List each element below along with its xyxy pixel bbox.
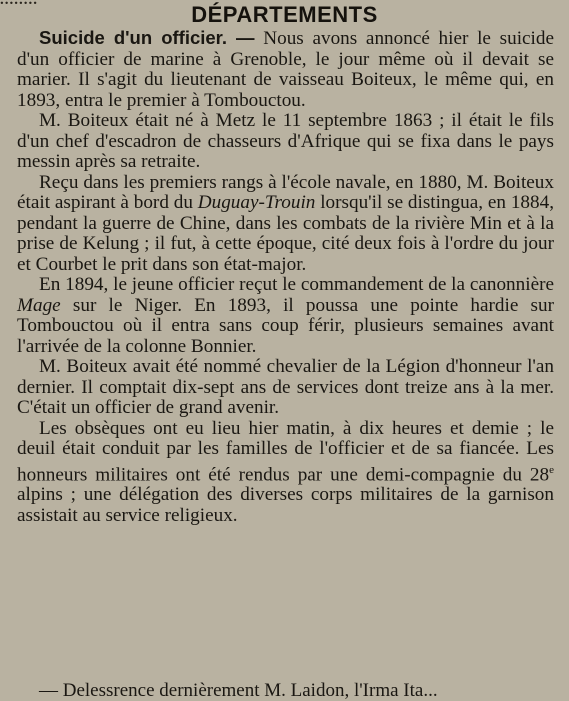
paragraph-4-text-a: En 1894, le jeune officier reçut le commandement de la canonnière xyxy=(39,274,554,295)
paragraph-3-text-a: Reçu dans les premiers rangs à l'école navale, en 1880, M. Boiteux était aspirant à bord du xyxy=(17,171,554,213)
article-title: Suicide d'un officier. — xyxy=(39,27,255,48)
section-heading: DÉPARTEMENTS xyxy=(191,2,378,27)
paragraph-6-text-a: Les obsèques ont eu lieu hier matin, à dix heures et demie ; le deuil était conduit par les familles de l'officier et de sa fiancée. Les honneurs militaires ont été rendus par une demi-compagnie du 28 xyxy=(17,417,554,485)
paragraph-3 xyxy=(17,173,554,276)
paragraph-1-text: Nous avons annoncé hier le suicide d'un officier de marine à Grenoble, le jour même où il devait se marier. Il s'agit du lieutenant de vaisseau Boiteux, le même qui, en 1893, entra le premier à Tombouctou. xyxy=(17,28,554,111)
paragraph-4 xyxy=(17,275,554,357)
paragraph-4-text-b: sur le Niger. En 1893, il poussa une pointe hardie sur Tombouctou où il entra sans coup férir, plusieurs semaines avant l'arrivée de la colonne Bonnier. xyxy=(17,294,554,357)
paragraph-2: M. Boiteux était né à Metz le 11 septembre 1863 ; il était le fils d'un chef d'escadron de chasseurs d'Afrique qui se fixa dans le pays messin après sa retraite. xyxy=(17,110,554,172)
ship-name-duguay-trouin: Duguay-Trouin xyxy=(197,192,316,213)
paragraph-1 xyxy=(17,28,554,111)
clipped-top-text: ........ xyxy=(0,0,38,8)
ordinal-superscript: e xyxy=(549,463,554,476)
paragraph-3-text-b: lorsqu'il se distingua, en 1884, pendant la guerre de Chine, dans les combats de la rivière Min et à la prise de Kelung ; il fut, à cette époque, cité deux fois à l'ordre du jour et Courbet le prit dans son état-major. xyxy=(17,192,554,275)
paragraph-6 xyxy=(17,419,554,527)
clipped-bottom-text: — Delessrence dernièrement M. Laidon, l'Irma Ita... xyxy=(39,680,438,701)
article-body xyxy=(17,28,554,526)
ship-name-mage: Mage xyxy=(17,294,61,316)
paragraph-5: M. Boiteux avait été nommé chevalier de la Légion d'honneur l'an dernier. Il comptait dix-sept ans de services dont treize ans à la mer. C'était un officier de grand avenir. xyxy=(17,356,554,418)
paragraph-6-text-b: alpins ; une délégation des diverses corps militaires de la garnison assistait au service religieux. xyxy=(17,484,554,526)
